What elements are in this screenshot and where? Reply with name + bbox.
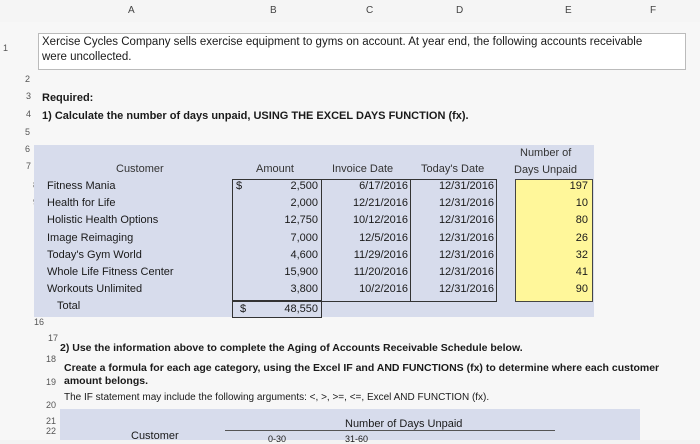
- customer-name[interactable]: Image Reimaging: [47, 232, 134, 244]
- column-header-c[interactable]: C: [366, 5, 374, 16]
- customer-name[interactable]: Today's Gym World: [47, 249, 142, 261]
- amount-value[interactable]: 4,600: [290, 249, 318, 261]
- task-2b-line-1[interactable]: Create a formula for each age category, using the Excel IF and AND FUNCTIONS (fx) to determine where each customer: [64, 362, 660, 374]
- todays-date[interactable]: 12/31/2016: [438, 232, 494, 244]
- invoice-date[interactable]: 10/12/2016: [352, 214, 408, 226]
- required-heading[interactable]: Required:: [42, 92, 94, 104]
- days-unpaid[interactable]: 80: [575, 214, 588, 226]
- customer-name[interactable]: Whole Life Fitness Center: [47, 266, 174, 278]
- task-1-instruction[interactable]: 1) Calculate the number of days unpaid, USING THE EXCEL DAYS FUNCTION (fx).: [42, 110, 469, 122]
- row-number[interactable]: 7: [25, 161, 31, 171]
- intro-text-line-2: were uncollected.: [42, 51, 132, 63]
- row-number[interactable]: 3: [25, 91, 31, 101]
- row-number[interactable]: 6: [24, 144, 30, 154]
- amount-value[interactable]: 3,800: [290, 283, 318, 295]
- column-header-d[interactable]: D: [456, 5, 464, 16]
- amount-value[interactable]: 12,750: [284, 214, 318, 226]
- invoice-date[interactable]: 11/20/2016: [353, 266, 408, 278]
- row-number[interactable]: 21: [45, 416, 56, 426]
- header-todays-date[interactable]: Today's Date: [421, 163, 485, 175]
- todays-date[interactable]: 12/31/2016: [438, 266, 494, 278]
- amount-value[interactable]: 2,500: [290, 180, 318, 192]
- aging-header-customer[interactable]: Customer: [131, 430, 179, 442]
- spreadsheet-grid[interactable]: [0, 22, 700, 444]
- todays-date[interactable]: 12/31/2016: [438, 283, 494, 295]
- header-days-unpaid-line-1[interactable]: Number of: [520, 147, 572, 159]
- invoice-date[interactable]: 11/29/2016: [353, 249, 408, 261]
- days-unpaid[interactable]: 10: [575, 197, 588, 209]
- today-column-border: [410, 179, 497, 302]
- amount-value[interactable]: 2,000: [290, 197, 318, 209]
- aging-range-31-60[interactable]: 31-60: [345, 434, 369, 444]
- invoice-date[interactable]: 6/17/2016: [359, 180, 408, 192]
- column-header-a[interactable]: A: [128, 5, 135, 16]
- aging-header-rule: [225, 430, 555, 431]
- row-number[interactable]: 22: [45, 426, 56, 436]
- todays-date[interactable]: 12/31/2016: [438, 180, 494, 192]
- header-days-unpaid-line-2: Days Unpaid: [514, 164, 577, 176]
- currency-symbol: $: [240, 303, 247, 315]
- row-number[interactable]: 4: [25, 109, 31, 119]
- row-number[interactable]: 20: [45, 400, 56, 410]
- amount-value[interactable]: 15,900: [284, 266, 318, 278]
- customer-name[interactable]: Holistic Health Options: [47, 214, 159, 226]
- todays-date[interactable]: 12/31/2016: [438, 249, 494, 261]
- task-2c-instruction[interactable]: The IF statement may include the following arguments: <, >, >=, <=, Excel AND FUNCTION (fx).: [64, 392, 490, 403]
- row-number[interactable]: 18: [45, 354, 56, 364]
- currency-symbol: $: [236, 180, 243, 192]
- intro-text-line-1[interactable]: Xercise Cycles Company sells exercise equipment to gyms on account. At year end, the following accounts receivable: [38, 33, 686, 70]
- row-number[interactable]: 17: [47, 333, 58, 343]
- customer-name[interactable]: Fitness Mania: [47, 180, 116, 192]
- invoice-column-border: [320, 179, 411, 302]
- amount-value[interactable]: 7,000: [290, 232, 318, 244]
- column-header-b[interactable]: B: [270, 5, 277, 16]
- total-amount[interactable]: 48,550: [284, 303, 318, 315]
- row-number[interactable]: 16: [33, 317, 44, 327]
- row-number[interactable]: [2, 197, 38, 207]
- header-customer[interactable]: Customer: [116, 163, 164, 175]
- task-2b-line-2: amount belongs.: [64, 375, 148, 387]
- days-unpaid[interactable]: 41: [575, 266, 588, 278]
- invoice-date[interactable]: 10/2/2016: [359, 283, 408, 295]
- days-unpaid[interactable]: 197: [569, 180, 588, 192]
- column-header-e[interactable]: E: [565, 5, 572, 16]
- row-number[interactable]: 2: [24, 74, 30, 84]
- row-number[interactable]: [2, 180, 38, 190]
- total-amount-box: [232, 300, 322, 318]
- customer-name[interactable]: Workouts Unlimited: [47, 283, 143, 295]
- header-invoice-date[interactable]: Invoice Date: [332, 163, 394, 175]
- header-amount[interactable]: Amount: [256, 163, 294, 175]
- amount-column-border: [232, 179, 322, 302]
- invoice-date[interactable]: 12/5/2016: [359, 232, 408, 244]
- days-unpaid[interactable]: 90: [575, 283, 588, 295]
- todays-date[interactable]: 12/31/2016: [438, 214, 494, 226]
- invoice-date[interactable]: 12/21/2016: [352, 197, 408, 209]
- column-header-bar: [0, 0, 700, 23]
- days-unpaid[interactable]: 26: [575, 232, 588, 244]
- total-label[interactable]: Total: [57, 300, 81, 312]
- task-2-instruction[interactable]: 2) Use the information above to complete the Aging of Accounts Receivable Schedule below.: [60, 342, 523, 354]
- todays-date[interactable]: 12/31/2016: [438, 197, 494, 209]
- column-header-f[interactable]: F: [650, 5, 657, 16]
- aging-range-0-30[interactable]: 0-30: [268, 434, 287, 444]
- row-number[interactable]: 19: [45, 377, 56, 387]
- customer-name[interactable]: Health for Life: [47, 197, 116, 209]
- row-number[interactable]: 1: [2, 43, 8, 53]
- aging-header-days[interactable]: Number of Days Unpaid: [345, 418, 463, 430]
- days-unpaid[interactable]: 32: [575, 249, 588, 261]
- row-number[interactable]: 5: [24, 127, 30, 137]
